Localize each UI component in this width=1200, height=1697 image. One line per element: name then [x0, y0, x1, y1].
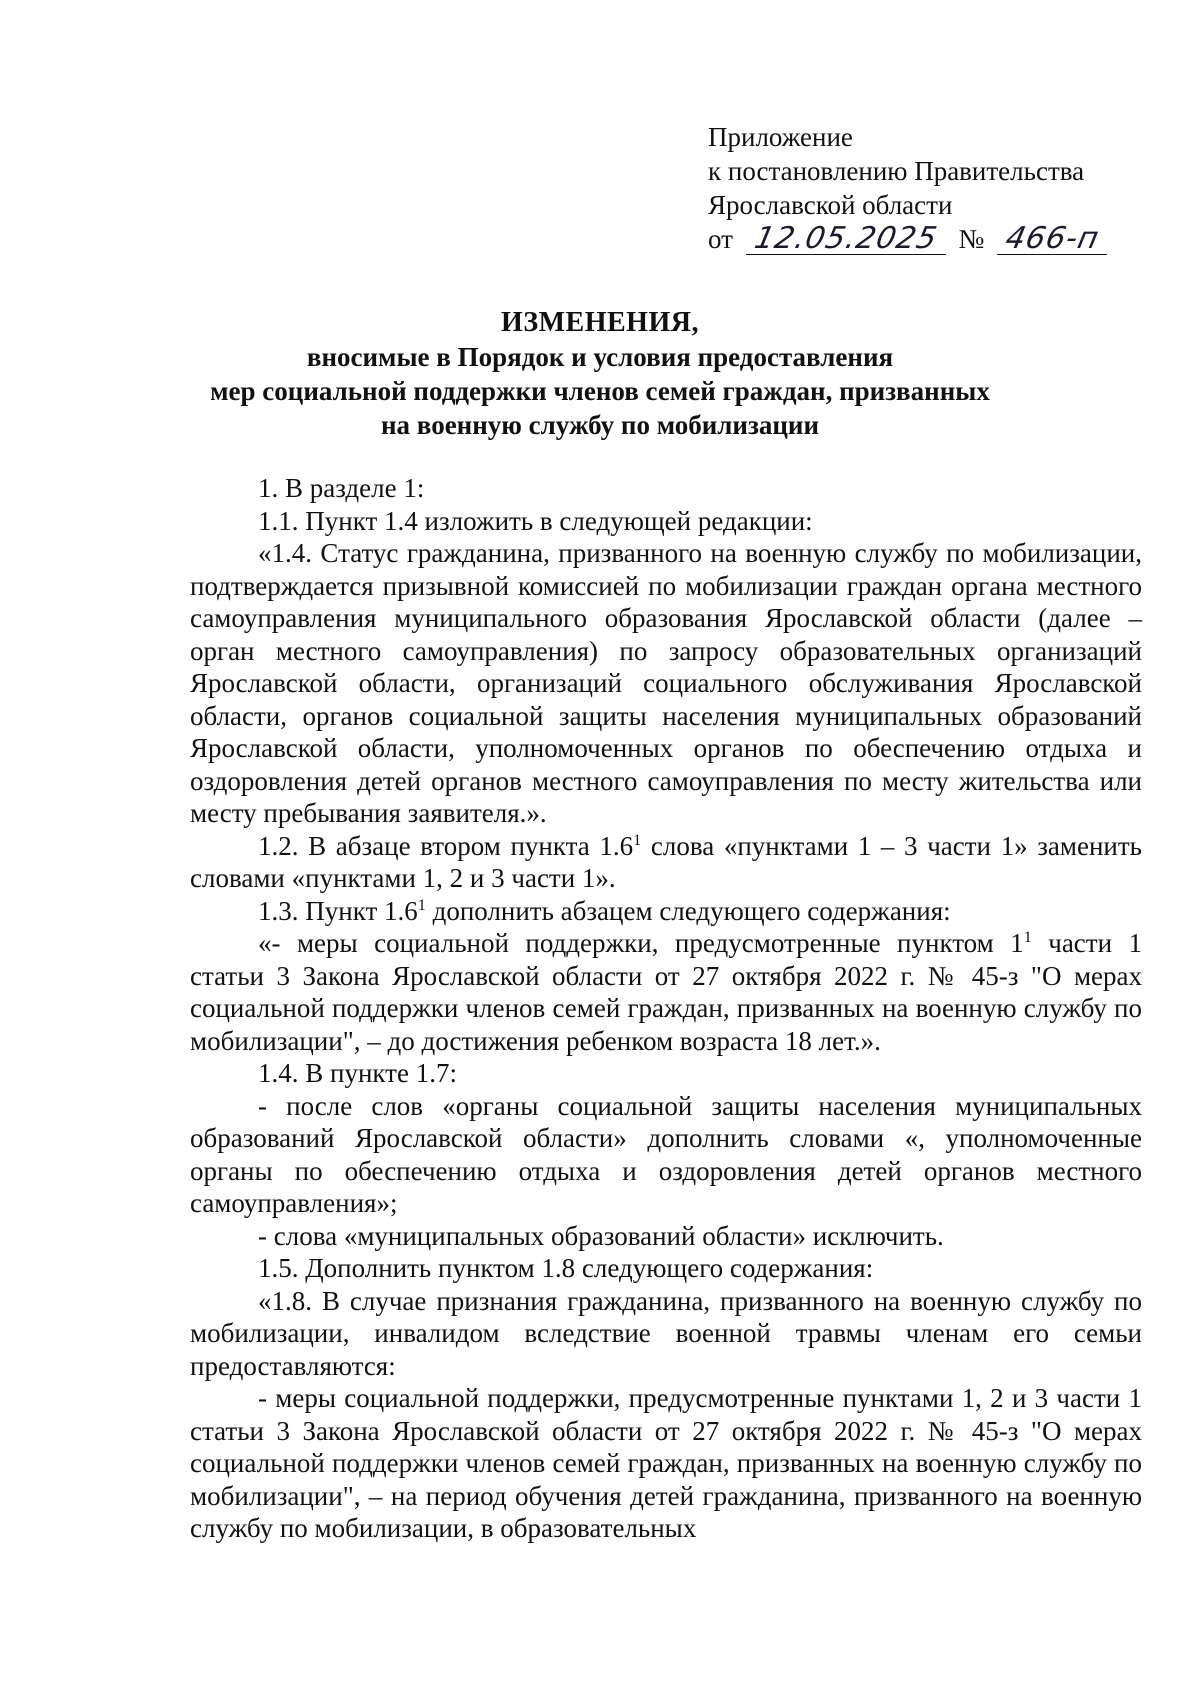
- superscript: 1: [417, 895, 426, 914]
- date-field: [746, 221, 946, 256]
- paragraph-8: - после слов «органы социальной защиты населения муниципальных образований Ярославской области» дополнить словами «, уполномоченные органы по обеспечению отдыха и оздоровления детей органов местного самоуправления»;: [190, 1090, 1142, 1218]
- paragraph-9: - слова «муниципальных образований области» исключить.: [258, 1220, 944, 1251]
- appendix-line-2: к постановлению Правительства: [708, 156, 1085, 186]
- paragraph-5-text-b: дополнить абзацем следующего содержания:: [425, 895, 951, 926]
- document-body: [190, 472, 1142, 1545]
- paragraph-11: «1.8. В случае признания гражданина, призванного на военную службу по мобилизации, инвалидом вследствие военной травмы членам его семьи предоставляются:: [190, 1285, 1142, 1381]
- paragraph-6-text-b: части 1 статьи 3 Закона Ярославской области от 27 октября 2022 г. № 45-з "О мерах социальной поддержки членов семей граждан, призванных на военную службу по мобилизации", – до достижения ребенком возраста 18 лет.».: [190, 928, 1142, 1056]
- paragraph-3: «1.4. Статус гражданина, призванного на военную службу по мобилизации, подтверждается призывной комиссией по мобилизации граждан органа местного самоуправления муниципального образования Ярославской области (далее – орган местного самоуправления) по запросу образовательных организаций Ярославской области, организаций социального обслуживания Ярославской области, органов социальной защиты населения муниципальных образований Ярославской области, уполномоченных органов по обеспечению отдыха и оздоровления детей органов местного самоуправления по месту жительства или месту пребывания заявителя.».: [190, 538, 1142, 828]
- handwritten-number: 466-п: [1001, 221, 1103, 256]
- paragraph-10: 1.5. Дополнить пунктом 1.8 следующего содержания:: [258, 1253, 874, 1283]
- number-sign: №: [958, 224, 985, 254]
- paragraph-5-text-a: 1.3. Пункт 1.6: [258, 895, 418, 926]
- title-line-2: мер социальной поддержки членов семей граждан, призванных: [210, 376, 990, 406]
- handwritten-date: 12.05.2025: [751, 221, 941, 256]
- appendix-block: [708, 120, 1107, 256]
- superscript: 1: [1023, 928, 1032, 946]
- paragraph-1: 1. В разделе 1:: [258, 473, 425, 503]
- appendix-date-line: [708, 222, 1107, 256]
- paragraph-2: 1.1. Пункт 1.4 изложить в следующей редакции:: [258, 505, 813, 536]
- title-line-1: вносимые в Порядок и условия предоставления: [306, 342, 894, 372]
- paragraph-6-text-a: «- меры социальной поддержки, предусмотренные пунктом 1: [258, 928, 1024, 958]
- paragraph-6: [190, 927, 1142, 1057]
- paragraph-5: [190, 895, 1142, 928]
- number-field: [997, 221, 1107, 256]
- paragraph-4-text-a: 1.2. В абзаце втором пункта 1.6: [258, 830, 634, 861]
- appendix-line-3: Ярославской области: [708, 190, 953, 220]
- paragraph-12: - меры социальной поддержки, предусмотренные пунктами 1, 2 и 3 части 1 статьи 3 Закона Ярославской области от 27 октября 2022 г. № 45-з "О мерах социальной поддержки членов семей граждан, призванных на военную службу по мобилизации", – на период обучения детей гражданина, призванного на военную службу по мобилизации, в образовательных: [190, 1383, 1142, 1543]
- superscript: 1: [633, 830, 642, 849]
- paragraph-4-text-b: слова «пунктами 1 – 3 части 1» заменить словами «пунктами 1, 2 и 3 части 1».: [190, 830, 1142, 893]
- paragraph-4: [190, 830, 1142, 895]
- title-heading: ИЗМЕНЕНИЯ,: [501, 307, 699, 338]
- document-title: [140, 306, 1060, 442]
- paragraph-7: 1.4. В пункте 1.7:: [258, 1058, 457, 1088]
- title-line-3: на военную службу по мобилизации: [380, 410, 820, 440]
- appendix-line-1: Приложение: [708, 122, 853, 152]
- date-prefix: от: [708, 224, 733, 254]
